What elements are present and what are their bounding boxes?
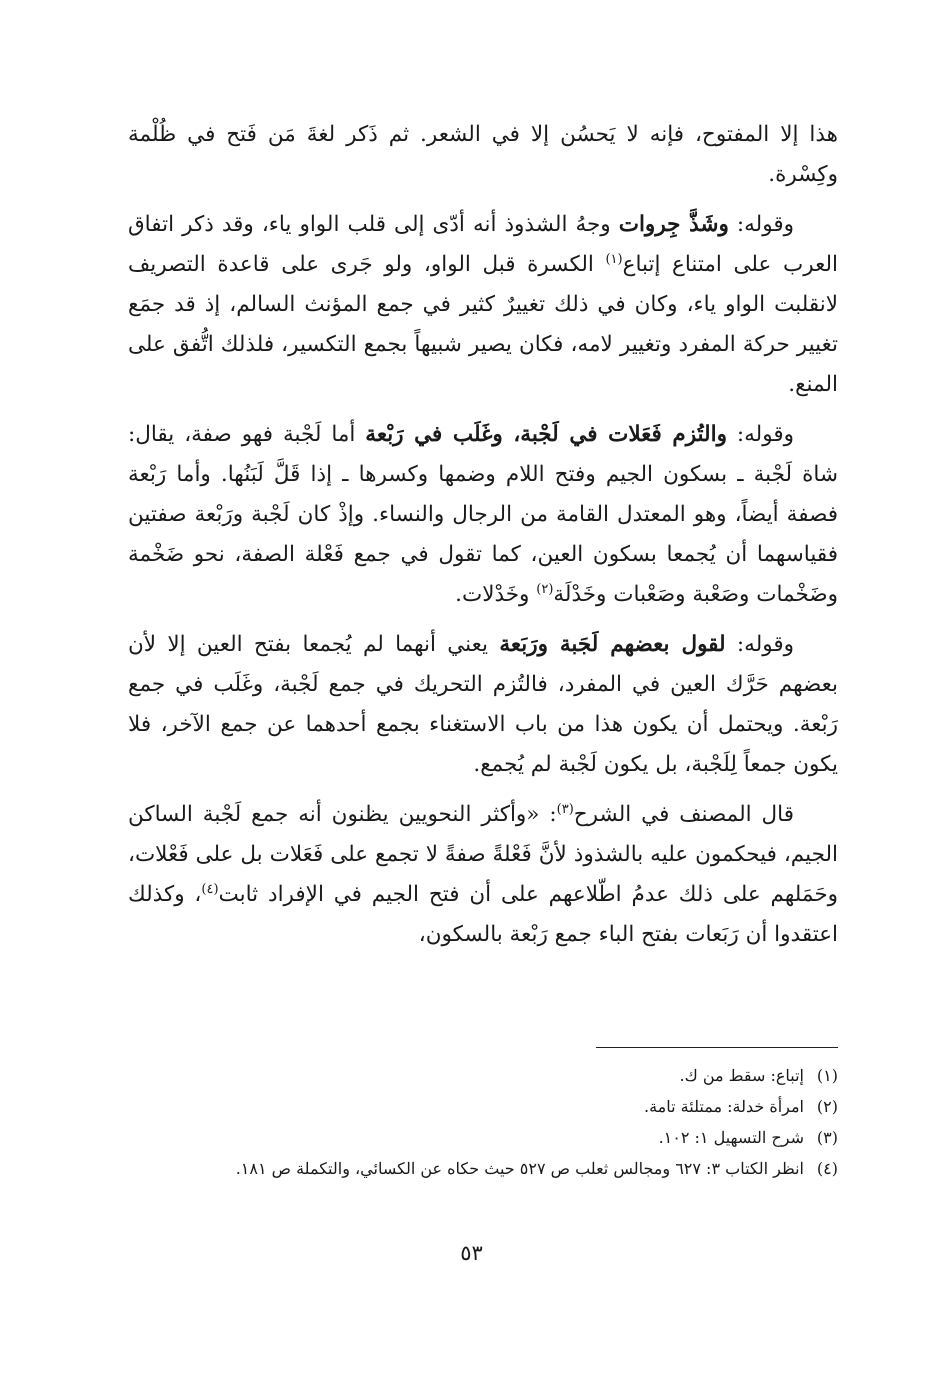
footnote-divider — [596, 1047, 838, 1048]
paragraph-p5 — [128, 795, 838, 955]
quoted-phrase: لقول بعضهم لَجَبة ورَبَعة — [499, 632, 726, 657]
text-run: وخَدْلات. — [455, 582, 537, 607]
text-run: يعني أنهما لم يُجمعا بفتح العين إلا لأن بعضهم حَرَّك العين في المفرد، فالتُزم التحريك في جمع لَجْبة، وغَلَب في جمع رَبْعة. ويحتمل أن يكون هذا من باب الاستغناء بجمع أحدهما عن جمع الآخر، فلا يكون جمعاً لِلَجْبة، بل يكون لَجْبة لم يُجمع. — [128, 632, 838, 777]
footnote-ref: (٢) — [536, 581, 554, 597]
quoted-phrase: والتُزم فَعَلات في لَجْبة، وغَلَب في رَبْعة — [365, 422, 727, 447]
text-run: وقوله: — [728, 212, 794, 237]
footnote-ref: (٣) — [556, 801, 574, 817]
footnote-number: (٢) — [816, 1097, 838, 1116]
text-run: هذا إلا المفتوح، فإنه لا يَحسُن إلا في الشعر. ثم ذَكر لغةَ مَن فَتح في ظُلْمة وكِسْرة. — [128, 122, 838, 187]
text-run: وقوله: — [726, 422, 794, 447]
page-number: ٥٣ — [460, 1241, 483, 1265]
footnote — [134, 1060, 838, 1091]
footnote-text: امرأة خدلة: ممتلئة تامة. — [644, 1097, 804, 1116]
footnote-number: (٤) — [816, 1159, 838, 1178]
paragraph-p2 — [128, 205, 838, 405]
main-text — [128, 115, 838, 965]
footnote — [134, 1091, 838, 1122]
footnote-number: (١) — [816, 1066, 838, 1085]
paragraph-p4 — [128, 625, 838, 785]
footnote-text: إتباع: سقط من ك. — [679, 1066, 804, 1085]
text-run: أما لَجْبة فهو صفة، يقال: شاة لَجْبة ـ بسكون الجيم وفتح اللام وضمها وكسرها ـ إذا قَلَّ لَبَنُها. وأما رَبْعة فصفة أيضاً، وهو المعتدل القامة من الرجال والنساء. وإذْ كان لَجْبة ورَبْعة صفتين فقياسهما أن يُجمعا بسكون العين، كما تقول في جمع فَعْلة الصفة، نحو ضَخْمة وضَخْمات وصَعْبة وصَعْبات وخَدْلَة — [128, 422, 838, 607]
paragraph-p1 — [128, 115, 838, 195]
quoted-phrase: وشَذَّ جِروات — [618, 212, 729, 237]
footnote — [134, 1153, 838, 1184]
footnote-text: انظر الكتاب ٣: ٦٢٧ ومجالس ثعلب ص ٥٢٧ حيث حكاه عن الكسائي، والتكملة ص ١٨١. — [235, 1159, 804, 1178]
text-run: ، وكذلك اعتقدوا أن رَبَعات بفتح الباء جمع رَبْعة بالسكون، — [128, 882, 838, 947]
footnote-number: (٣) — [816, 1128, 838, 1147]
text-run: الكسرة قبل الواو، ولو جَرى على قاعدة التصريف لانقلبت الواو ياء، وكان في ذلك تغييرٌ كثير في جمع المؤنث السالم، إذ قد جمَع تغيير حركة المفرد وتغيير لامه، فكان يصير شبيهاً بجمع التكسير، فلذلك اتُّفق على المنع. — [128, 252, 838, 397]
paragraph-p3 — [128, 415, 838, 615]
text-run: وجهُ الشذوذ أنه أدّى إلى قلب الواو ياء، وقد ذكر اتفاق العرب على امتناع إتباع — [128, 212, 838, 277]
footnotes — [134, 1060, 838, 1184]
footnote-ref: (٤) — [201, 881, 219, 897]
footnote-text: شرح التسهيل ١: ١٠٢. — [658, 1128, 804, 1147]
text-run: : «وأكثر النحويين يظنون أنه جمع لَجْبة الساكن الجيم، فيحكمون عليه بالشذوذ لأنَّ فَعْلةً صفةً لا تجمع على فَعَلات بل على فَعْلات، وحَمَلهم على ذلك عدمُ اطّلاعهم على أن فتح الجيم في الإفراد ثابت — [128, 802, 838, 907]
footnote — [134, 1122, 838, 1153]
text-run: وقوله: — [725, 632, 795, 657]
text-run: قال المصنف في الشرح — [573, 802, 795, 827]
footnote-ref: (١) — [605, 251, 623, 267]
